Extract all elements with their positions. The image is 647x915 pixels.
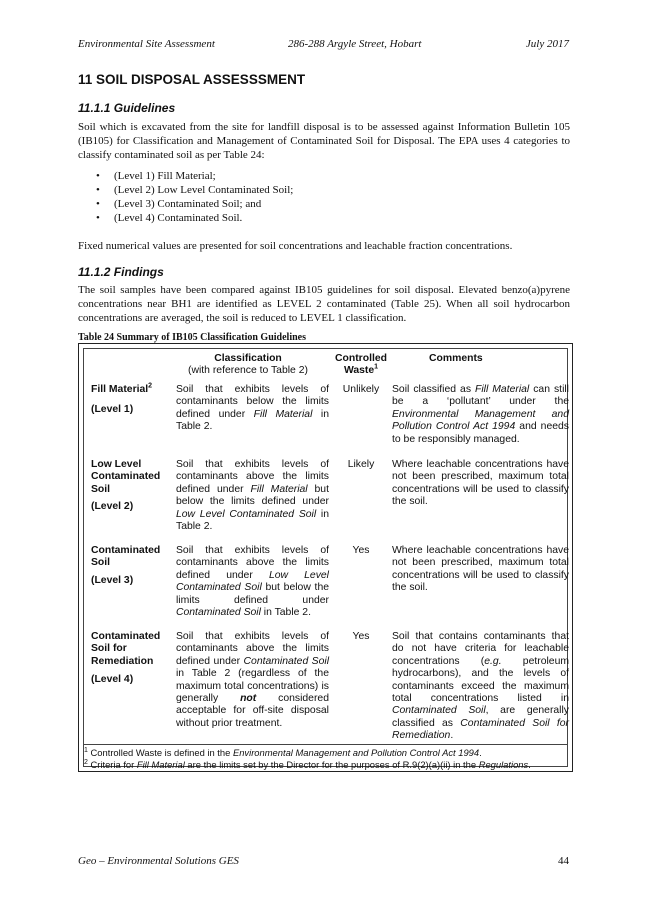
table-caption: Table 24 Summary of IB105 Classification Guidelines — [78, 332, 306, 343]
section-title: 11 SOIL DISPOSAL ASSESSSMENT — [78, 72, 306, 87]
page-number: 44 — [558, 855, 569, 867]
row-classification: Soil that exhibits levels of contaminants above the limits defined under Fill Material but below the limits defined under Low Level Contaminated Soil in Table 2. — [176, 459, 329, 533]
guidelines-intro: Soil which is excavated from the site for landfill disposal is to be assessed against Information Bulletin 105 (IB105) for Classification and Management of Contaminated Soil for Disposal. The EPA uses 4 categories to classify contaminated soil as per Table 24: — [78, 121, 570, 162]
row-level: (Level 4) — [91, 674, 134, 685]
row-level: (Level 1) — [91, 404, 134, 415]
row-name: Contaminated Soil for Remediation — [91, 631, 161, 667]
classification-table — [78, 343, 573, 772]
row-comments: Soil that contains contaminants that do not have criteria for leachable concentrations (e.g. petroleum hydrocarbons), and the levels of contaminants exceed the maximum total concentrations listed in Contaminated Soil, are generally classified as Contaminated Soil for Remediation. — [392, 631, 569, 742]
row-comments: Soil classified as Fill Material can still be a ‘pollutant’ under the Environmental Management and Pollution Control Act 1994 and needs to be responsibly managed. — [392, 384, 569, 445]
footnote: $^2$ Criteria for Fill Material are the limits set by the Director for the purposes of R.9(2)(a)(ii) in the Regulations. — [84, 758, 531, 770]
row-controlled-waste: Yes — [352, 631, 370, 642]
findings-text: The soil samples have been compared against IB105 guidelines for soil disposal. Elevated benzo(a)pyrene concentrations near BH1 are identified as LEVEL 2 contaminated (Table 25). When all soil hydrocarbon concentrations are averaged, the soil is reduced to LEVEL 1 classification. — [78, 284, 570, 325]
row-controlled-waste: Likely — [347, 459, 375, 470]
header-classification-sub: (with reference to Table 2) — [188, 365, 308, 376]
header-controlled: Controlled — [335, 353, 387, 364]
footnote: $^1$ Controlled Waste is defined in the Environmental Management and Pollution Control Act 1994. — [84, 746, 482, 758]
row-name: Low Level Contaminated Soil — [91, 459, 161, 495]
row-classification: Soil that exhibits levels of contaminants below the limits defined under Fill Material in Table 2. — [176, 384, 329, 433]
findings-heading: 11.1.2 Findings — [78, 265, 164, 279]
header-comments: Comments — [429, 353, 483, 364]
row-level: (Level 2) — [91, 501, 134, 512]
header-classification: Classification — [214, 353, 282, 364]
row-level: (Level 3) — [91, 575, 134, 586]
row-comments: Where leachable concentrations have not been prescribed, maximum total concentrations will be used to classify the soil. — [392, 545, 569, 594]
guidelines-closing: Fixed numerical values are presented for soil concentrations and leachable fraction concentrations. — [78, 240, 513, 252]
row-name: Fill Material$^2$ — [91, 382, 153, 395]
row-name: Contaminated Soil — [91, 545, 161, 569]
row-comments: Where leachable concentrations have not been prescribed, maximum total concentrations will be used to classify the soil. — [392, 459, 569, 508]
header-waste: Waste$^1$ — [343, 363, 379, 376]
guidelines-heading: 11.1.1 Guidelines — [78, 101, 176, 115]
header-report-title: Environmental Site Assessment — [78, 38, 215, 50]
footer-company: Geo – Environmental Solutions GES — [78, 855, 239, 867]
row-controlled-waste: Yes — [352, 545, 370, 556]
header-address: 286-288 Argyle Street, Hobart — [288, 38, 422, 50]
row-classification: Soil that exhibits levels of contaminants above the limits defined under Contaminated Soil in Table 2 (regardless of the maximum total concentrations) is generally not considered acceptable for off-site disposal without prior treatment. — [176, 631, 329, 729]
header-date: July 2017 — [525, 38, 569, 50]
row-controlled-waste: Unlikely — [342, 384, 380, 395]
row-classification: Soil that exhibits levels of contaminants above the limits defined under Low Level Contaminated Soil but below the limits defined under Contaminated Soil in Table 2. — [176, 545, 330, 619]
